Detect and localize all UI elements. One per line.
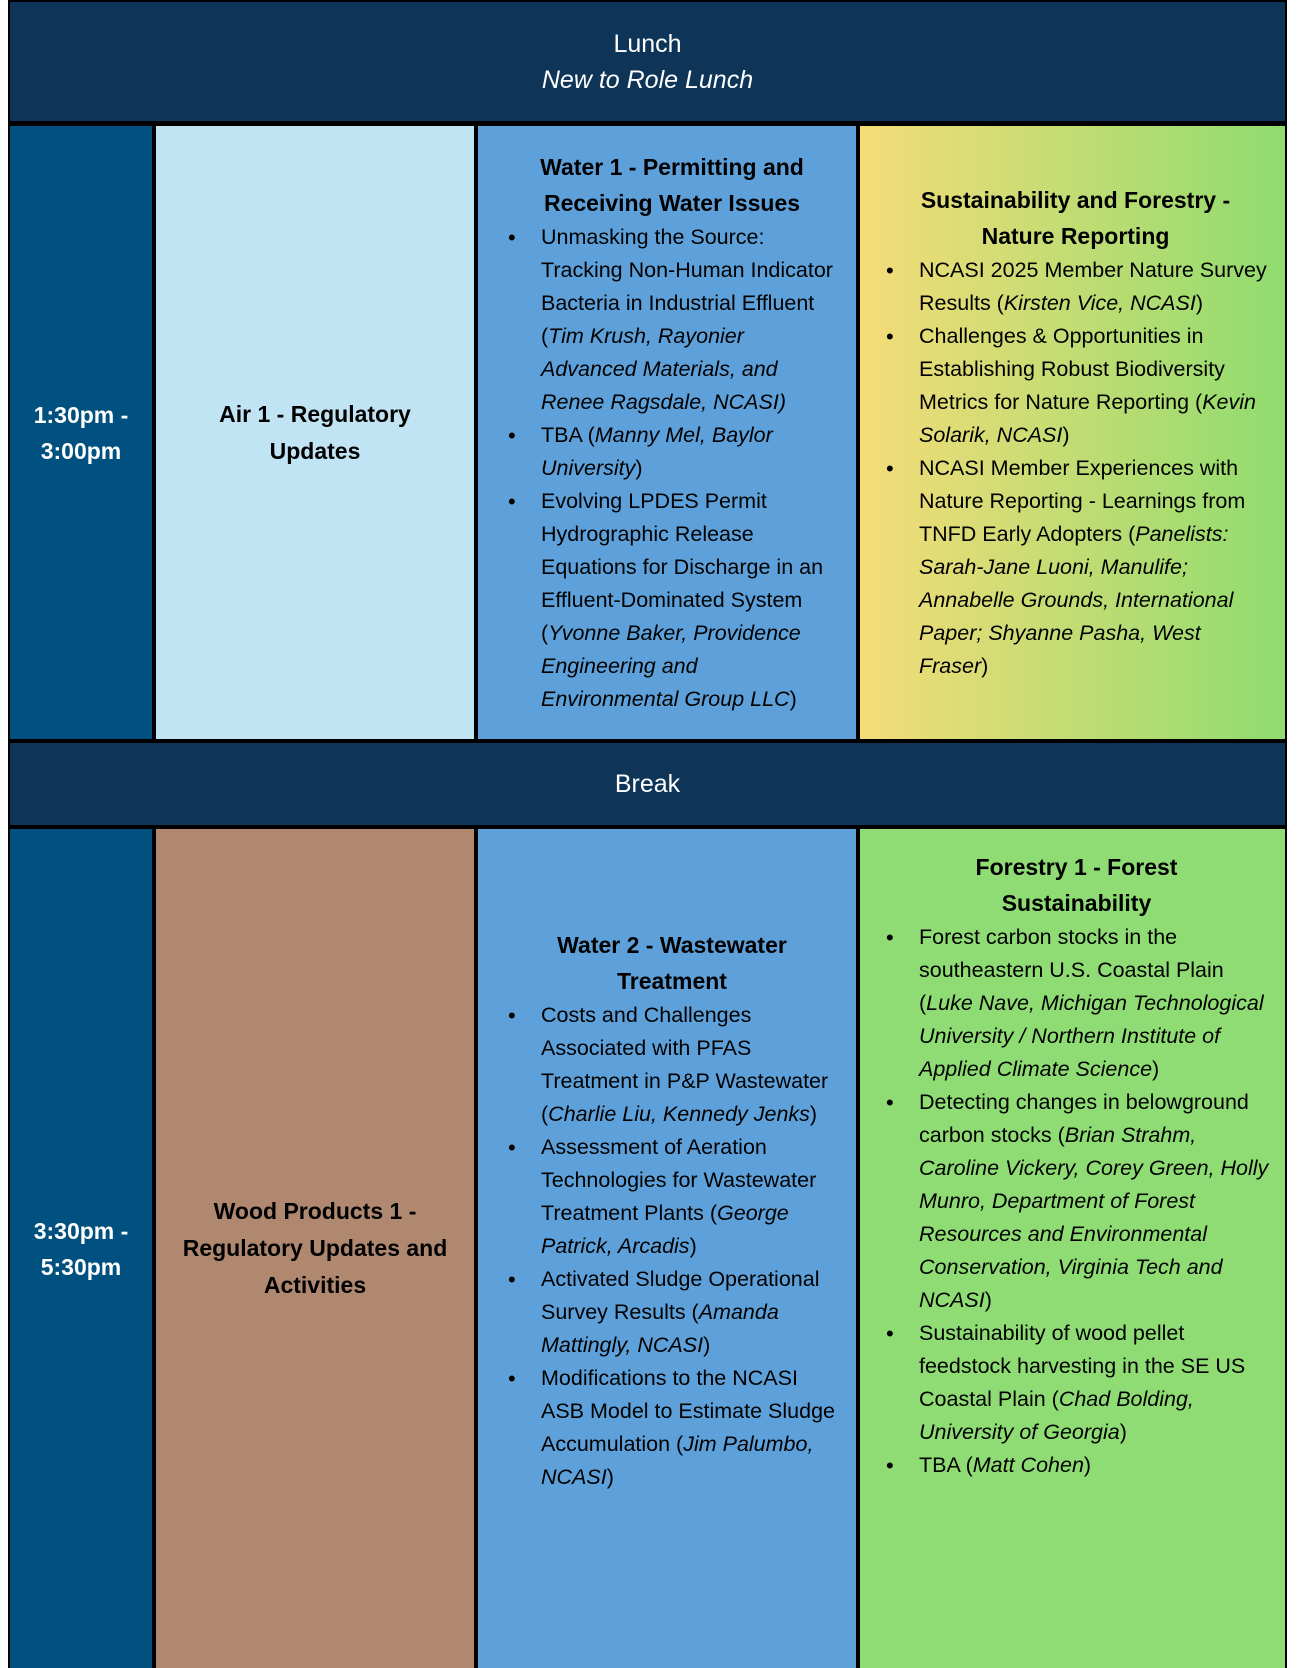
list-item: • Activated Sludge Operational Survey Results (Amanda Mattingly, NCASI)	[506, 1263, 838, 1362]
list-item: • NCASI 2025 Member Nature Survey Results (Kirsten Vice, NCASI)	[884, 254, 1267, 320]
session-water-1-title: Water 1 - Permitting and Receiving Water Issues	[540, 154, 804, 216]
session-forestry-1	[860, 829, 1285, 1668]
session-forestry-1-title: Forestry 1 - Forest Sustainability	[975, 854, 1178, 916]
list-item: • Assessment of Aeration Technologies for Wastewater Treatment Plants (George Patrick, Arcadis)	[506, 1131, 838, 1263]
list-item: • Detecting changes in belowground carbon stocks (Brian Strahm, Caroline Vickery, Corey Green, Holly Munro, Department of Forest Resources and Environmental Conservation, Virginia Tech and NCASI)	[884, 1086, 1269, 1317]
list-item: • Forest carbon stocks in the southeastern U.S. Coastal Plain (Luke Nave, Michigan Technological University / Northern Institute of Applied Climate Science)	[884, 921, 1269, 1086]
lunch-band	[10, 2, 1285, 121]
session-water-1-list	[506, 221, 838, 716]
list-item: • TBA (Manny Mel, Baylor University)	[506, 419, 838, 485]
track-air-1	[156, 126, 474, 739]
agenda-table	[8, 0, 1287, 1668]
session-water-2-title: Water 2 - Wastewater Treatment	[557, 932, 787, 994]
break-title: Break	[614, 770, 681, 798]
list-item: • Modifications to the NCASI ASB Model to Estimate Sludge Accumulation (Jim Palumbo, NCASI)	[506, 1362, 838, 1494]
list-item: • Sustainability of wood pellet feedstock harvesting in the SE US Coastal Plain (Chad Bolding, University of Georgia)	[884, 1317, 1269, 1449]
break-band	[10, 743, 1285, 825]
session-forestry-1-list	[884, 921, 1269, 1482]
time-slot-2	[10, 829, 152, 1668]
time-slot-1-label: 1:30pm - 3:00pm	[33, 401, 129, 464]
session-water-2-list	[506, 999, 838, 1494]
list-item: • Challenges & Opportunities in Establishing Robust Biodiversity Metrics for Nature Reporting (Kevin Solarik, NCASI)	[884, 320, 1267, 452]
session-sustainability-forestry	[860, 126, 1285, 739]
list-item: • Costs and Challenges Associated with PFAS Treatment in P&P Wastewater (Charlie Liu, Kennedy Jenks)	[506, 999, 838, 1131]
time-slot-2-label: 3:30pm - 5:30pm	[33, 1217, 129, 1280]
session-water-2	[478, 829, 856, 1668]
list-item: • Evolving LPDES Permit Hydrographic Release Equations for Discharge in an Effluent-Dominated System (Yvonne Baker, Providence Engineering and Environmental Group LLC)	[506, 485, 838, 716]
session-water-1	[478, 126, 856, 739]
track-wood-products-1-title: Wood Products 1 - Regulatory Updates and Activities	[182, 1198, 448, 1298]
lunch-subtitle: New to Role Lunch	[541, 65, 754, 94]
time-slot-1	[10, 126, 152, 739]
list-item: • Unmasking the Source: Tracking Non-Human Indicator Bacteria in Industrial Effluent (Tim Krush, Rayonier Advanced Materials, and Renee Ragsdale, NCASI)	[506, 221, 838, 419]
session-sustainability-title: Sustainability and Forestry - Nature Reporting	[920, 187, 1231, 249]
lunch-title: Lunch	[613, 29, 682, 58]
list-item: • NCASI Member Experiences with Nature Reporting - Learnings from TNFD Early Adopters (Panelists: Sarah-Jane Luoni, Manulife; Annabelle Grounds, International Paper; Shyanne Pasha, West Fraser)	[884, 452, 1267, 683]
list-item: • TBA (Matt Cohen)	[884, 1449, 1269, 1482]
track-wood-products-1	[156, 829, 474, 1668]
track-air-1-title: Air 1 - Regulatory Updates	[219, 400, 411, 464]
session-sustainability-list	[884, 254, 1267, 683]
